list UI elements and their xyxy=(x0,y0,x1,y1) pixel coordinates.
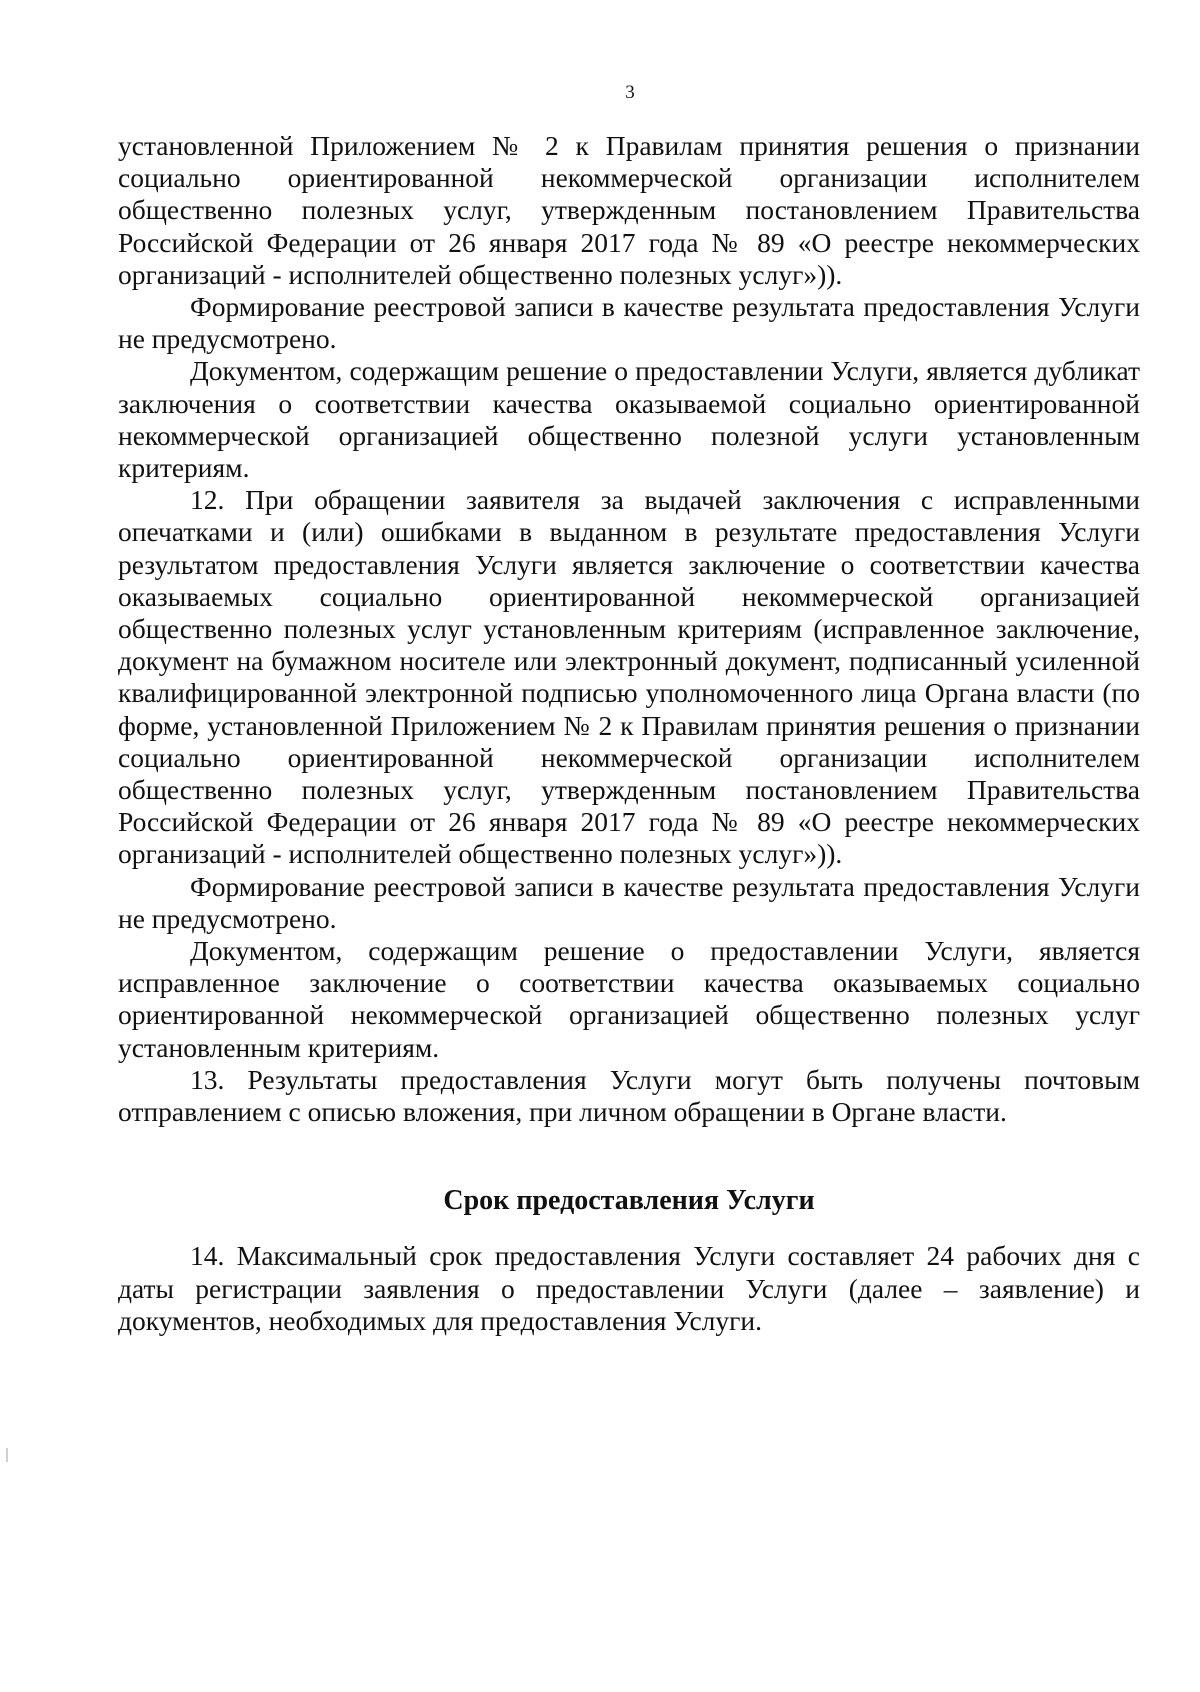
paragraph-registry-record-1: Формирование реестровой записи в качестве результата предоставления Услуги не предусмотрено. xyxy=(118,291,1140,355)
scan-margin-mark xyxy=(6,1448,8,1462)
paragraph-decision-document-corrected: Документом, содержащим решение о предоставлении Услуги, является исправленное заключение о соответствии качества оказываемых социально ориентированной некоммерческой организацией общественно полезных услуг установленным критериям. xyxy=(118,935,1140,1063)
paragraph-item-13: 13. Результаты предоставления Услуги могут быть получены почтовым отправлением с описью вложения, при личном обращении в Органе власти. xyxy=(118,1063,1140,1128)
paragraph-item-12: 12. При обращении заявителя за выдачей заключения с исправленными опечатками и (или) ошибками в выданном в результате предоставления Услуги результатом предоставления Услуги является заключение о соответствии качества оказываемых социально ориентированной некоммерческой организацией общественно полезных услуг установленным критериям (исправленное заключение, документ на бумажном носителе или электронный документ, подписанный усиленной квалифицированной электронной подписью уполномоченного лица Органа власти (по форме, установленной Приложением № 2 к Правилам принятия решения о признании социально ориентированной некоммерческой организации исполнителем общественно полезных услуг, утвержденным постановлением Правительства Российской Федерации от 26 января 2017 года № 89 «О реестре некоммерческих организаций - исполнителей общественно полезных услуг»)). xyxy=(118,484,1140,870)
paragraph-registry-record-2: Формирование реестровой записи в качестве результата предоставления Услуги не предусмотрено. xyxy=(118,870,1140,934)
paragraph-item-14: 14. Максимальный срок предоставления Услуги составляет 24 рабочих дня с даты регистрации заявления о предоставлении Услуги (далее – заявление) и документов, необходимых для предоставления Услуги. xyxy=(118,1240,1140,1336)
document-body xyxy=(118,130,1140,1337)
section-heading: Срок предоставления Услуги xyxy=(443,1185,815,1217)
paragraph-continuation: установленной Приложением № 2 к Правилам принятия решения о признании социально ориентированной некоммерческой организации исполнителем общественно полезных услуг, утвержденным постановлением Правительства Российской Федерации от 26 января 2017 года № 89 «О реестре некоммерческих организаций - исполнителей общественно полезных услуг»)). xyxy=(118,130,1140,290)
paragraph-decision-document-duplicate: Документом, содержащим решение о предоставлении Услуги, является дубликат заключения о соответствии качества оказываемой социально ориентированной некоммерческой организацией общественно полезной услуги установленным критериям. xyxy=(118,355,1140,484)
page-number: 3 xyxy=(625,82,635,103)
